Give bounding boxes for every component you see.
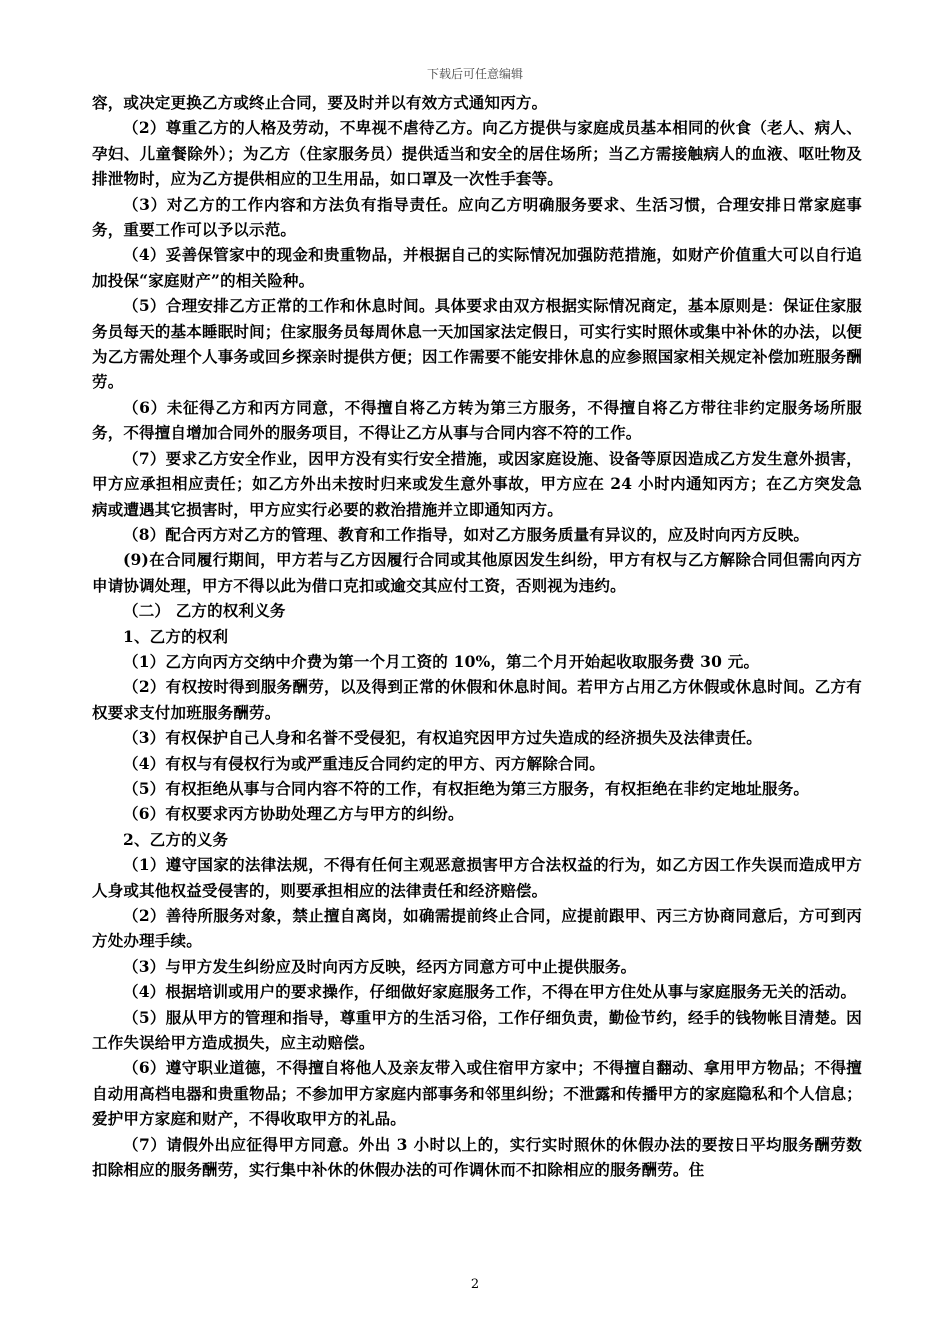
paragraph: （3）对乙方的工作内容和方法负有指导责任。应向乙方明确服务要求、生活习惯，合理安排日常家庭事务，重要工作可以予以示范。 [92,194,862,240]
page-number: 2 [470,1277,480,1292]
paragraph: （5）合理安排乙方正常的工作和休息时间。具体要求由双方根据实际情况商定，基本原则是：保证住家服务员每天的基本睡眠时间；住家服务员每周休息一天加国家法定假日，可实行实时照休或集中补休的办法，以便为乙方需处理个人事务或回乡探亲时提供方便；因工作需要不能安排休息的应参照国家相关规定补偿加班服务酬劳。 [92,296,862,392]
paragraph: （5）服从甲方的管理和指导，尊重甲方的生活习俗，工作仔细负责，勤俭节约，经手的钱物帐目清楚。因工作失误给甲方造成损失，应主动赔偿。 [92,1007,862,1053]
paragraph: （4）妥善保管家中的现金和贵重物品，并根据自己的实际情况加强防范措施，如财产价值重大可以自行追加投保“家庭财产”的相关险种。 [92,245,862,290]
paragraph: （7）请假外出应征得甲方同意。外出 3 小时以上的，实行实时照休的休假办法的要按日平均服务酬劳数扣除相应的服务酬劳，实行集中补休的休假办法的可作调休而不扣除相应的服务酬劳。住 [92,1134,862,1180]
paragraph: （1）乙方向丙方交纳中介费为第一个月工资的 10%，第二个月开始起收取服务费 30 元。 [123,651,760,671]
paragraph: 容，或决定更换乙方或终止合同，要及时并以有效方式通知丙方。 [92,93,548,112]
paragraph: （2）尊重乙方的人格及劳动，不卑视不虐待乙方。向乙方提供与家庭成员基本相同的伙食（老人、病人、孕妇、儿童餐除外）；为乙方（住家服务员）提供适当和安全的居住场所；当乙方需接触病人的血液、呕吐物及排泄物时，应为乙方提供相应的卫生用品，如口罩及一次性手套等。 [92,118,862,189]
document-body [92,90,862,1182]
paragraph: （6）未征得乙方和丙方同意，不得擅自将乙方转为第三方服务，不得擅自将乙方带往非约定服务场所服务，不得擅自增加合同外的服务项目，不得让乙方从事与合同内容不符的工作。 [92,397,862,443]
paragraph: 2、乙方的义务 [123,829,229,849]
paragraph: （4）根据培训或用户的要求操作，仔细做好家庭服务工作，不得在甲方住处从事与家庭服务无关的活动。 [123,982,857,1002]
paragraph: （5）有权拒绝从事与合同内容不符的工作，有权拒绝为第三方服务，有权拒绝在非约定地址服务。 [123,778,810,798]
paragraph: （3）有权保护自己人身和名誉不受侵犯，有权追究因甲方过失造成的经济损失及法律责任。 [123,728,762,748]
paragraph: （8）配合丙方对乙方的管理、教育和工作指导，如对乙方服务质量有异议的，应及时向丙方反映。 [123,524,810,544]
paragraph: （7）要求乙方安全作业，因甲方没有实行安全措施，或因家庭设施、设备等原因造成乙方发生意外损害，甲方应承担相应责任；如乙方外出未按时归来或发生意外事故，甲方应在 24 小时内通知丙方；在乙方突发急病或遭遇其它损害时，甲方应实行必要的救治措施并立即通知丙方。 [92,448,862,519]
page-header: 下载后可任意编辑 [426,67,523,81]
paragraph: (9)在合同履行期间，甲方若与乙方因履行合同或其他原因发生纠纷，甲方有权与乙方解除合同但需向丙方申请协调处理，甲方不得以此为借口克扣或逾交其应付工资，否则视为违约。 [92,550,862,595]
paragraph: （6）有权要求丙方协助处理乙方与甲方的纠纷。 [123,804,464,824]
paragraph: （3）与甲方发生纠纷应及时向丙方反映，经丙方同意方可中止提供服务。 [123,956,637,976]
paragraph: （二） 乙方的权利义务 [123,601,286,621]
paragraph: 1、乙方的权利 [123,626,229,646]
paragraph: （1）遵守国家的法律法规，不得有任何主观恶意损害甲方合法权益的行为，如乙方因工作失误而造成甲方人身或其他权益受侵害的，则要承担相应的法律责任和经济赔偿。 [92,855,862,900]
paragraph: （2）有权按时得到服务酬劳，以及得到正常的休假和休息时间。若甲方占用乙方休假或休息时间。乙方有权要求支付加班服务酬劳。 [92,677,862,722]
paragraph: （4）有权与有侵权行为或严重违反合同约定的甲方、丙方解除合同。 [123,753,605,773]
paragraph: （6）遵守职业道德，不得擅自将他人及亲友带入或住宿甲方家中；不得擅自翻动、拿用甲方物品；不得擅自动用高档电器和贵重物品；不参加甲方家庭内部事务和邻里纠纷；不泄露和传播甲方的家庭隐私和个人信息；爱护甲方家庭和财产，不得收取甲方的礼品。 [92,1058,862,1129]
paragraph: （2）善待所服务对象，禁止擅自离岗，如确需提前终止合同，应提前跟甲、丙三方协商同意后，方可到丙方处办理手续。 [92,906,862,951]
